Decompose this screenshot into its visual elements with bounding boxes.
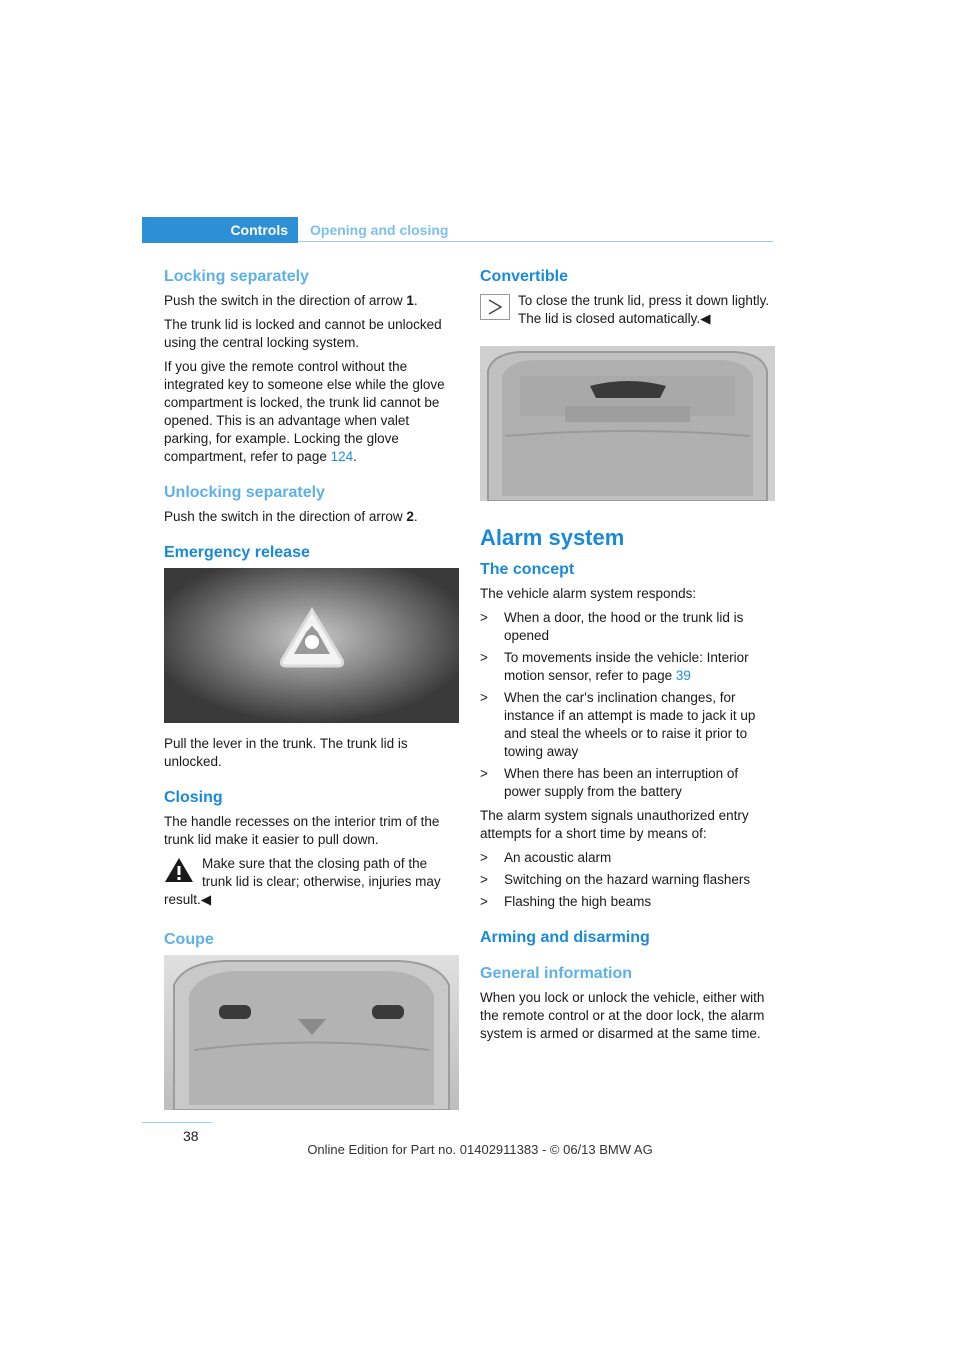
footer-rule [142, 1122, 212, 1123]
right-column [480, 260, 775, 1049]
list-item [480, 649, 775, 685]
convertible-trunk-image [480, 346, 775, 501]
general-information-heading: General information [480, 965, 633, 982]
emergency-release-heading: Emergency release [164, 544, 310, 561]
item-text: When there has been an interruption of power supply from the battery [504, 766, 739, 799]
text: If you give the remote control without the integrated key to someone else while the glove compartment is locked, the trunk lid cannot be opened. This is an advantage when valet parking, for example. Locking the glove compartment, refer to page [164, 359, 445, 464]
convertible-note [480, 292, 775, 328]
note-text: To close the trunk lid, press it down lightly. The lid is closed automatically. [518, 293, 770, 326]
text: . [413, 293, 418, 308]
concept-intro: The vehicle alarm system responds: [480, 586, 697, 601]
concept-heading: The concept [480, 561, 575, 578]
alarm-triggers-list [480, 609, 775, 801]
end-mark: ◀ [200, 892, 212, 907]
page-header [142, 217, 773, 243]
list-item [480, 849, 775, 867]
locking-separately-heading: Locking separately [164, 268, 309, 285]
text: . [413, 509, 418, 524]
item-text: Switching on the hazard warning flashers [504, 872, 751, 887]
page-link-124[interactable]: 124 [330, 449, 354, 464]
alarm-signals-list [480, 849, 775, 911]
header-subsection: Opening and closing [310, 222, 449, 238]
list-item [480, 893, 775, 911]
text: . [353, 449, 357, 464]
item-text: An acoustic alarm [504, 850, 612, 865]
list-item [480, 689, 775, 761]
item-text: When the car's inclination changes, for instance if an attempt is made to jack it up and steal the wheels or to raise it prior to towing away [504, 690, 756, 759]
item-text: Flashing the high beams [504, 894, 652, 909]
warning-text: Make sure that the closing path of the trunk lid is clear; otherwise, injuries may result. [164, 856, 441, 907]
closing-paragraph: The handle recesses on the interior trim of the trunk lid make it easier to pull down. [164, 814, 440, 847]
emergency-release-caption: Pull the lever in the trunk. The trunk lid is unlocked. [164, 736, 408, 769]
closing-heading: Closing [164, 789, 223, 806]
page-link-39[interactable]: 39 [675, 668, 691, 683]
bullet: > [480, 872, 488, 887]
text: Push the switch in the direction of arrow [164, 509, 407, 524]
list-item [480, 765, 775, 801]
locking-paragraph-2: The trunk lid is locked and cannot be unlocked using the central locking system. [164, 317, 442, 350]
unlocking-paragraph [164, 508, 459, 526]
signals-intro: The alarm system signals unauthorized entry attempts for a short time by means of: [480, 808, 749, 841]
emergency-release-image [164, 568, 459, 723]
locking-paragraph-3 [164, 358, 459, 466]
coupe-trunk-image [164, 955, 459, 1110]
item-text: When a door, the hood or the trunk lid is opened [504, 610, 744, 643]
closing-warning [164, 855, 459, 909]
arrow-number: 2 [406, 509, 414, 524]
unlocking-separately-heading: Unlocking separately [164, 484, 325, 501]
edition-footer: Online Edition for Part no. 01402911383 - © 06/13 BMW AG [307, 1142, 653, 1157]
bullet: > [480, 894, 488, 909]
list-item [480, 871, 775, 889]
left-column [164, 260, 459, 1122]
page-number: 38 [183, 1128, 199, 1144]
arrow-number: 1 [406, 293, 414, 308]
bullet: > [480, 690, 488, 705]
list-item [480, 609, 775, 645]
coupe-heading: Coupe [164, 931, 214, 948]
general-information-paragraph: When you lock or unlock the vehicle, either with the remote control or at the door lock, the alarm system is armed or disarmed at the same time. [480, 990, 765, 1041]
arming-heading: Arming and disarming [480, 929, 650, 946]
warning-icon [164, 857, 194, 883]
header-section-tab: Controls [142, 217, 298, 243]
bullet: > [480, 850, 488, 865]
item-text: To movements inside the vehicle: Interior motion sensor, refer to page [504, 650, 749, 683]
bullet: > [480, 766, 488, 781]
convertible-heading: Convertible [480, 268, 569, 285]
header-rule [298, 241, 773, 242]
locking-paragraph-1 [164, 292, 459, 310]
end-mark: ◀ [700, 311, 711, 326]
note-icon [480, 294, 510, 320]
bullet: > [480, 610, 488, 625]
text: Push the switch in the direction of arrow [164, 293, 407, 308]
bullet: > [480, 650, 488, 665]
alarm-system-heading: Alarm system [480, 525, 625, 550]
